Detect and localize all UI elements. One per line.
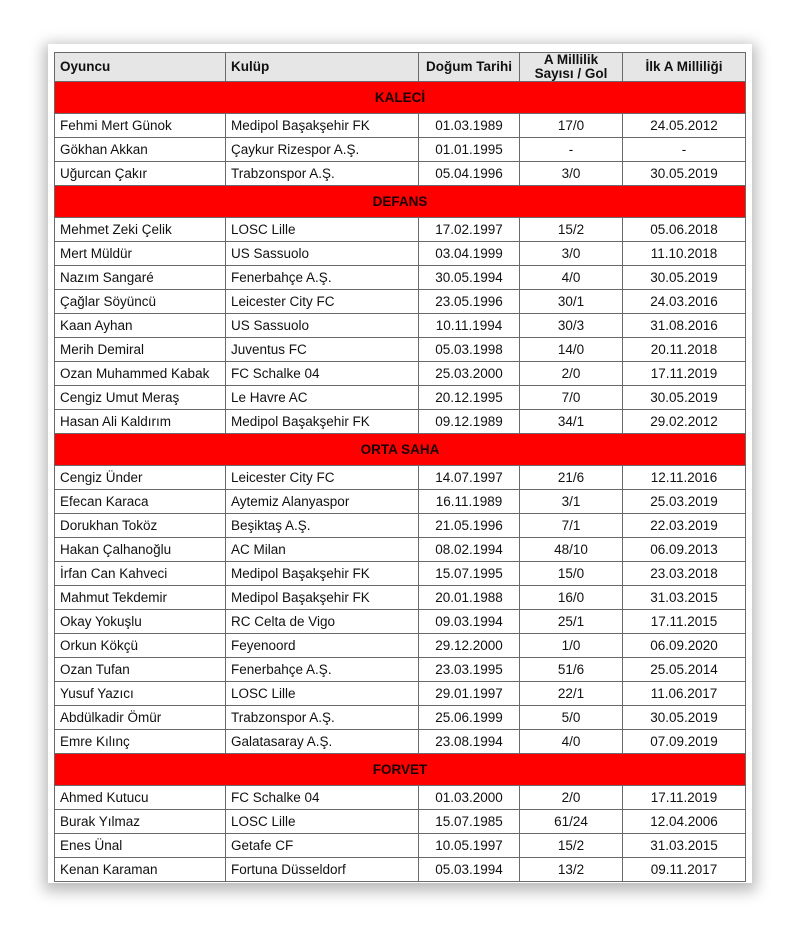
player-name: Kaan Ayhan [55,314,226,338]
club-name: Beşiktaş A.Ş. [226,514,419,538]
club-name: Fenerbahçe A.Ş. [226,658,419,682]
first-cap-date: 12.11.2016 [623,466,746,490]
table-row [55,242,746,266]
first-cap-date: 29.02.2012 [623,410,746,434]
birth-date: 01.03.2000 [419,786,520,810]
table-row [55,410,746,434]
caps-goals: 48/10 [520,538,623,562]
player-name: Emre Kılınç [55,730,226,754]
first-cap-date: 25.03.2019 [623,490,746,514]
player-name: Ozan Tufan [55,658,226,682]
player-name: İrfan Can Kahveci [55,562,226,586]
first-cap-date: 22.03.2019 [623,514,746,538]
caps-goals: 17/0 [520,114,623,138]
birth-date: 23.05.1996 [419,290,520,314]
player-name: Efecan Karaca [55,490,226,514]
birth-date: 10.11.1994 [419,314,520,338]
table-row [55,218,746,242]
club-name: LOSC Lille [226,810,419,834]
table-row [55,834,746,858]
first-cap-date: 12.04.2006 [623,810,746,834]
table-row [55,858,746,882]
table-row [55,514,746,538]
first-cap-date: 24.03.2016 [623,290,746,314]
caps-goals: 4/0 [520,266,623,290]
birth-date: 29.12.2000 [419,634,520,658]
player-name: Dorukhan Toköz [55,514,226,538]
table-row [55,634,746,658]
player-name: Gökhan Akkan [55,138,226,162]
table-row [55,730,746,754]
player-name: Orkun Kökçü [55,634,226,658]
table-row [55,114,746,138]
club-name: FC Schalke 04 [226,362,419,386]
first-cap-date: 20.11.2018 [623,338,746,362]
first-cap-date: - [623,138,746,162]
first-cap-date: 17.11.2015 [623,610,746,634]
player-name: Nazım Sangaré [55,266,226,290]
club-name: Leicester City FC [226,466,419,490]
first-cap-date: 11.10.2018 [623,242,746,266]
header-club: Kulüp [226,53,419,82]
club-name: AC Milan [226,538,419,562]
section-title: KALECİ [55,82,746,114]
player-name: Yusuf Yazıcı [55,682,226,706]
first-cap-date: 25.05.2014 [623,658,746,682]
caps-goals: 15/2 [520,834,623,858]
caps-goals: 3/0 [520,242,623,266]
club-name: LOSC Lille [226,218,419,242]
caps-goals: 3/0 [520,162,623,186]
first-cap-date: 31.08.2016 [623,314,746,338]
first-cap-date: 31.03.2015 [623,834,746,858]
caps-goals: 34/1 [520,410,623,434]
birth-date: 17.02.1997 [419,218,520,242]
caps-goals: 3/1 [520,490,623,514]
first-cap-date: 17.11.2019 [623,786,746,810]
player-name: Hasan Ali Kaldırım [55,410,226,434]
player-name: Hakan Çalhanoğlu [55,538,226,562]
birth-date: 05.03.1998 [419,338,520,362]
section-title: DEFANS [55,186,746,218]
player-name: Burak Yılmaz [55,810,226,834]
section-header-row [55,82,746,114]
birth-date: 21.05.1996 [419,514,520,538]
table-row [55,538,746,562]
birth-date: 09.03.1994 [419,610,520,634]
player-name: Okay Yokuşlu [55,610,226,634]
first-cap-date: 30.05.2019 [623,266,746,290]
section-header-row [55,434,746,466]
roster-card [48,44,752,883]
header-birth-date: Doğum Tarihi [419,53,520,82]
player-name: Çağlar Söyüncü [55,290,226,314]
caps-goals: 25/1 [520,610,623,634]
table-row [55,362,746,386]
header-caps-goals [520,53,623,82]
header-caps-line1: A Millilik [543,52,599,67]
player-name: Mahmut Tekdemir [55,586,226,610]
birth-date: 10.05.1997 [419,834,520,858]
club-name: Le Havre AC [226,386,419,410]
table-row [55,266,746,290]
birth-date: 20.12.1995 [419,386,520,410]
table-row [55,338,746,362]
table-row [55,490,746,514]
table-row [55,786,746,810]
player-name: Merih Demiral [55,338,226,362]
club-name: Leicester City FC [226,290,419,314]
section-header-row [55,186,746,218]
club-name: Medipol Başakşehir FK [226,114,419,138]
caps-goals: 22/1 [520,682,623,706]
first-cap-date: 30.05.2019 [623,706,746,730]
player-name: Kenan Karaman [55,858,226,882]
player-name: Uğurcan Çakır [55,162,226,186]
club-name: Fenerbahçe A.Ş. [226,266,419,290]
caps-goals: 13/2 [520,858,623,882]
first-cap-date: 09.11.2017 [623,858,746,882]
player-name: Ozan Muhammed Kabak [55,362,226,386]
birth-date: 01.01.1995 [419,138,520,162]
caps-goals: - [520,138,623,162]
first-cap-date: 07.09.2019 [623,730,746,754]
club-name: Medipol Başakşehir FK [226,586,419,610]
table-row [55,586,746,610]
birth-date: 15.07.1985 [419,810,520,834]
birth-date: 05.03.1994 [419,858,520,882]
caps-goals: 2/0 [520,362,623,386]
player-name: Cengiz Umut Meraş [55,386,226,410]
club-name: Aytemiz Alanyaspor [226,490,419,514]
caps-goals: 15/2 [520,218,623,242]
player-name: Cengiz Ünder [55,466,226,490]
club-name: US Sassuolo [226,314,419,338]
birth-date: 23.03.1995 [419,658,520,682]
club-name: US Sassuolo [226,242,419,266]
first-cap-date: 17.11.2019 [623,362,746,386]
club-name: Galatasaray A.Ş. [226,730,419,754]
caps-goals: 5/0 [520,706,623,730]
birth-date: 09.12.1989 [419,410,520,434]
table-row [55,290,746,314]
caps-goals: 7/1 [520,514,623,538]
table-row [55,682,746,706]
caps-goals: 4/0 [520,730,623,754]
player-name: Ahmed Kutucu [55,786,226,810]
birth-date: 14.07.1997 [419,466,520,490]
birth-date: 25.06.1999 [419,706,520,730]
squad-table [54,52,746,882]
first-cap-date: 30.05.2019 [623,386,746,410]
birth-date: 20.01.1988 [419,586,520,610]
club-name: Trabzonspor A.Ş. [226,706,419,730]
caps-goals: 14/0 [520,338,623,362]
first-cap-date: 06.09.2020 [623,634,746,658]
caps-goals: 15/0 [520,562,623,586]
table-body [55,82,746,882]
club-name: Medipol Başakşehir FK [226,562,419,586]
club-name: FC Schalke 04 [226,786,419,810]
caps-goals: 7/0 [520,386,623,410]
table-row [55,658,746,682]
birth-date: 05.04.1996 [419,162,520,186]
player-name: Enes Ünal [55,834,226,858]
header-player: Oyuncu [55,53,226,82]
club-name: RC Celta de Vigo [226,610,419,634]
birth-date: 30.05.1994 [419,266,520,290]
club-name: LOSC Lille [226,682,419,706]
caps-goals: 2/0 [520,786,623,810]
club-name: Juventus FC [226,338,419,362]
birth-date: 03.04.1999 [419,242,520,266]
first-cap-date: 23.03.2018 [623,562,746,586]
first-cap-date: 06.09.2013 [623,538,746,562]
club-name: Getafe CF [226,834,419,858]
header-caps-line2: Sayısı / Gol [534,66,608,81]
birth-date: 23.08.1994 [419,730,520,754]
birth-date: 25.03.2000 [419,362,520,386]
first-cap-date: 30.05.2019 [623,162,746,186]
table-row [55,810,746,834]
birth-date: 01.03.1989 [419,114,520,138]
caps-goals: 1/0 [520,634,623,658]
player-name: Mehmet Zeki Çelik [55,218,226,242]
table-row [55,162,746,186]
table-row [55,706,746,730]
caps-goals: 51/6 [520,658,623,682]
section-title: FORVET [55,754,746,786]
player-name: Mert Müldür [55,242,226,266]
section-title: ORTA SAHA [55,434,746,466]
first-cap-date: 11.06.2017 [623,682,746,706]
table-row [55,466,746,490]
player-name: Fehmi Mert Günok [55,114,226,138]
header-row [55,53,746,82]
table-row [55,138,746,162]
caps-goals: 16/0 [520,586,623,610]
table-row [55,610,746,634]
first-cap-date: 05.06.2018 [623,218,746,242]
birth-date: 08.02.1994 [419,538,520,562]
club-name: Fortuna Düsseldorf [226,858,419,882]
birth-date: 15.07.1995 [419,562,520,586]
club-name: Trabzonspor A.Ş. [226,162,419,186]
first-cap-date: 31.03.2015 [623,586,746,610]
table-row [55,386,746,410]
table-row [55,314,746,338]
section-header-row [55,754,746,786]
header-first-cap: İlk A Milliliği [623,53,746,82]
table-row [55,562,746,586]
birth-date: 29.01.1997 [419,682,520,706]
first-cap-date: 24.05.2012 [623,114,746,138]
caps-goals: 61/24 [520,810,623,834]
caps-goals: 30/1 [520,290,623,314]
caps-goals: 30/3 [520,314,623,338]
club-name: Feyenoord [226,634,419,658]
birth-date: 16.11.1989 [419,490,520,514]
caps-goals: 21/6 [520,466,623,490]
club-name: Çaykur Rizespor A.Ş. [226,138,419,162]
club-name: Medipol Başakşehir FK [226,410,419,434]
player-name: Abdülkadir Ömür [55,706,226,730]
table-header [55,53,746,82]
